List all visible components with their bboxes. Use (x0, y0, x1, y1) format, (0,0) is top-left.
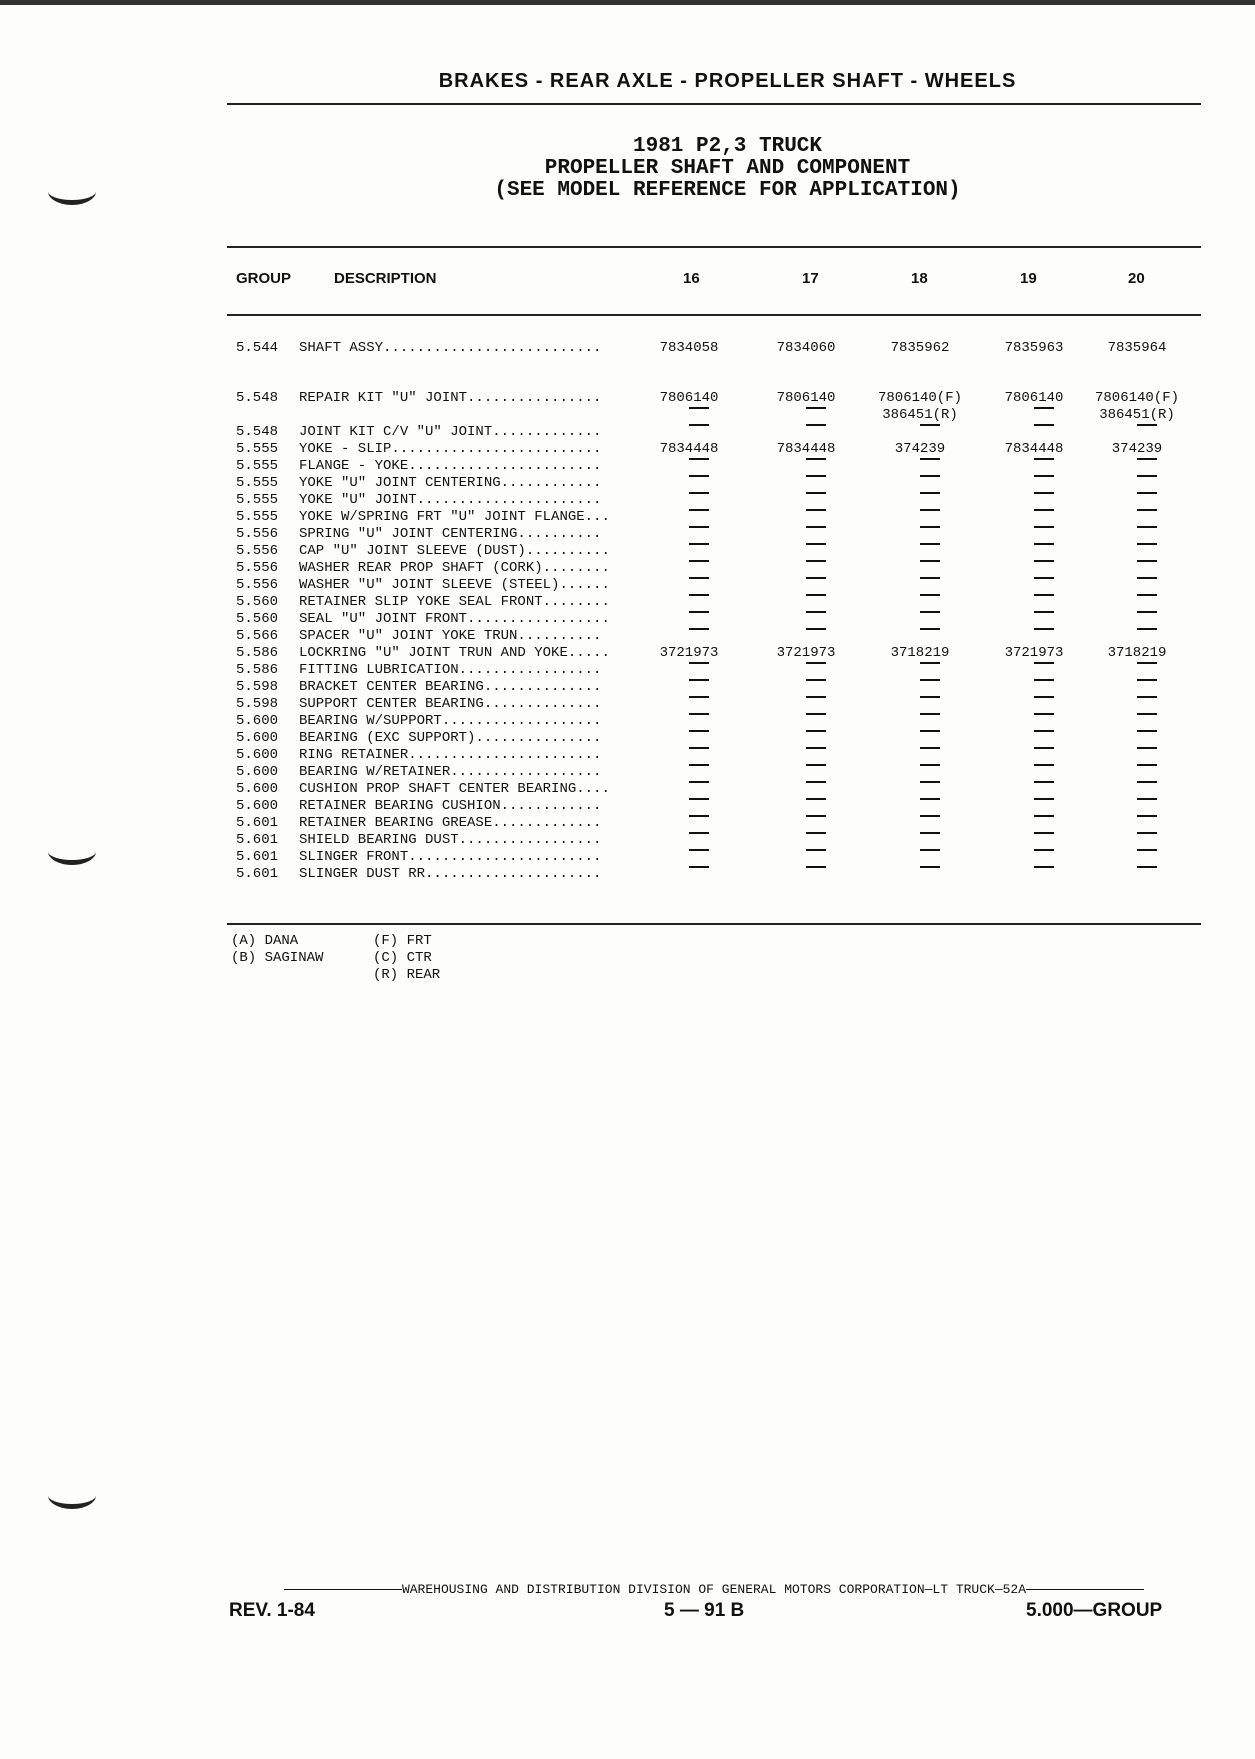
dash-mark (689, 526, 709, 528)
dash-mark (1034, 492, 1054, 494)
dash-mark (920, 560, 940, 562)
dash-mark (920, 730, 940, 732)
dash-mark (1137, 577, 1157, 579)
dash-mark (1034, 849, 1054, 851)
dash-mark (689, 730, 709, 732)
dash-mark (920, 679, 940, 681)
footnote-dana: (A) DANA (231, 933, 299, 949)
dash-mark (1137, 509, 1157, 511)
group-code: 5.555 (236, 475, 279, 491)
dash-mark (806, 628, 826, 630)
part-number: 3718219 (1107, 645, 1167, 661)
dash-mark (689, 866, 709, 868)
dash-mark (806, 798, 826, 800)
dash-mark (1137, 713, 1157, 715)
dash-mark (689, 662, 709, 664)
dash-mark (1137, 526, 1157, 528)
dash-mark (920, 696, 940, 698)
table-row (0, 730, 1255, 747)
dash-mark (920, 492, 940, 494)
dash-mark (806, 509, 826, 511)
table-top-rule (227, 246, 1201, 248)
dash-mark (689, 492, 709, 494)
title-line-3: (SEE MODEL REFERENCE FOR APPLICATION) (494, 179, 961, 202)
dash-mark (1034, 594, 1054, 596)
group-code: 5.601 (236, 849, 279, 865)
group-code: 5.600 (236, 713, 279, 729)
group-code: 5.560 (236, 611, 279, 627)
dash-mark (1034, 509, 1054, 511)
dash-mark (1137, 747, 1157, 749)
table-row (0, 509, 1255, 526)
column-header-19: 19 (1020, 270, 1037, 287)
part-number: 7835963 (1004, 340, 1064, 356)
dash-mark (920, 713, 940, 715)
part-description: REPAIR KIT "U" JOINT................ (299, 390, 602, 406)
dash-mark (1034, 458, 1054, 460)
dash-mark (689, 713, 709, 715)
dash-mark (806, 475, 826, 477)
dash-mark (1137, 560, 1157, 562)
group-code: 5.556 (236, 560, 279, 576)
dash-mark (689, 798, 709, 800)
dash-mark (806, 594, 826, 596)
dash-mark (920, 764, 940, 766)
table-row (0, 713, 1255, 730)
dash-mark (1034, 628, 1054, 630)
part-number: 7806140 (776, 390, 836, 406)
part-description: SUPPORT CENTER BEARING.............. (299, 696, 602, 712)
group-code: 5.555 (236, 509, 279, 525)
dash-mark (920, 475, 940, 477)
column-header-18: 18 (911, 270, 928, 287)
dash-mark (1137, 594, 1157, 596)
table-row (0, 798, 1255, 815)
dash-mark (689, 458, 709, 460)
part-number: 7834058 (659, 340, 719, 356)
page-header: BRAKES - REAR AXLE - PROPELLER SHAFT - WHEELS (438, 70, 1017, 92)
footnote-right (373, 933, 440, 984)
dash-mark (806, 662, 826, 664)
dash-mark (1137, 611, 1157, 613)
part-description: FLANGE - YOKE....................... (299, 458, 602, 474)
header-rule (227, 103, 1201, 105)
part-number: 7806140(F) (1094, 390, 1179, 406)
group-code: 5.548 (236, 390, 279, 406)
punch-hole-mark (48, 178, 96, 205)
table-row (0, 424, 1255, 441)
part-description: CUSHION PROP SHAFT CENTER BEARING.... (299, 781, 610, 797)
table-row (0, 577, 1255, 594)
table-header-rule (227, 314, 1201, 316)
column-header-description: DESCRIPTION (334, 270, 437, 287)
dash-mark (806, 832, 826, 834)
dash-mark (1034, 475, 1054, 477)
dash-mark (806, 696, 826, 698)
dash-mark (1137, 679, 1157, 681)
scan-top-edge (0, 0, 1255, 5)
dash-mark (1034, 696, 1054, 698)
dash-mark (806, 577, 826, 579)
table-row (0, 628, 1255, 645)
dash-mark (1137, 475, 1157, 477)
table-row (0, 679, 1255, 696)
dash-mark (920, 424, 940, 426)
table-row (0, 492, 1255, 509)
dash-mark (1034, 713, 1054, 715)
dash-mark (1137, 662, 1157, 664)
dash-mark (689, 747, 709, 749)
dash-mark (1034, 832, 1054, 834)
revision-label: REV. 1-84 (229, 1600, 315, 1621)
part-number: 7806140 (1004, 390, 1064, 406)
table-row (0, 866, 1255, 883)
part-number: 7806140 (659, 390, 719, 406)
group-code: 5.598 (236, 696, 279, 712)
dash-mark (689, 628, 709, 630)
title-line-1: 1981 P2,3 TRUCK (632, 135, 823, 158)
dash-mark (920, 458, 940, 460)
dash-mark (1137, 458, 1157, 460)
part-description: SHAFT ASSY.......................... (299, 340, 602, 356)
part-number: 7834448 (776, 441, 836, 457)
group-code: 5.556 (236, 526, 279, 542)
dash-mark (689, 424, 709, 426)
dash-mark (1034, 526, 1054, 528)
dash-mark (1034, 424, 1054, 426)
dash-mark (1137, 781, 1157, 783)
dash-mark (1137, 492, 1157, 494)
part-description: BEARING W/RETAINER.................. (299, 764, 602, 780)
table-row (0, 645, 1255, 662)
dash-mark (920, 747, 940, 749)
dash-mark (806, 849, 826, 851)
group-code: 5.548 (236, 424, 279, 440)
footnote-rear: (R) REAR (373, 967, 441, 983)
part-description: RETAINER BEARING CUSHION............ (299, 798, 602, 814)
column-header-20: 20 (1128, 270, 1145, 287)
dash-mark (920, 543, 940, 545)
part-description: RETAINER BEARING GREASE............. (299, 815, 602, 831)
part-number: 7806140(F) (877, 390, 962, 406)
part-description: SLINGER DUST RR..................... (299, 866, 602, 882)
table-row (0, 747, 1255, 764)
table-row (0, 815, 1255, 832)
dash-mark (1137, 798, 1157, 800)
dash-mark (1137, 424, 1157, 426)
part-number: 386451(R) (882, 407, 958, 423)
dash-mark (1137, 628, 1157, 630)
group-label: 5.000—GROUP (1026, 1600, 1163, 1621)
group-code: 5.556 (236, 543, 279, 559)
part-number: 386451(R) (1099, 407, 1175, 423)
part-number: 374239 (1111, 441, 1163, 457)
group-code: 5.566 (236, 628, 279, 644)
dash-mark (1034, 798, 1054, 800)
dash-mark (1137, 832, 1157, 834)
group-code: 5.601 (236, 866, 279, 882)
part-description: WASHER "U" JOINT SLEEVE (STEEL)...... (299, 577, 610, 593)
footnote-saginaw: (B) SAGINAW (231, 950, 324, 966)
part-number: 3721973 (776, 645, 836, 661)
part-description: YOKE "U" JOINT CENTERING............ (299, 475, 602, 491)
part-number: 3718219 (890, 645, 950, 661)
dash-mark (1034, 747, 1054, 749)
part-description: WASHER REAR PROP SHAFT (CORK)........ (299, 560, 610, 576)
dash-mark (806, 407, 826, 409)
dash-mark (689, 815, 709, 817)
group-code: 5.544 (236, 340, 279, 356)
page-number: 5 — 91 B (664, 1600, 745, 1621)
column-header-group: GROUP (236, 270, 292, 287)
part-description: CAP "U" JOINT SLEEVE (DUST).......... (299, 543, 610, 559)
table-row (0, 611, 1255, 628)
table-row (0, 543, 1255, 560)
part-description: YOKE "U" JOINT...................... (299, 492, 602, 508)
dash-mark (1034, 815, 1054, 817)
part-description: RETAINER SLIP YOKE SEAL FRONT........ (299, 594, 610, 610)
group-code: 5.600 (236, 747, 279, 763)
table-row (0, 441, 1255, 458)
part-description: SHIELD BEARING DUST................. (299, 832, 602, 848)
dash-mark (689, 509, 709, 511)
dash-mark (806, 815, 826, 817)
group-code: 5.586 (236, 662, 279, 678)
dash-mark (920, 662, 940, 664)
dash-mark (1137, 543, 1157, 545)
dash-mark (1137, 866, 1157, 868)
dash-mark (920, 849, 940, 851)
group-code: 5.555 (236, 441, 279, 457)
dash-mark (1034, 560, 1054, 562)
group-code: 5.555 (236, 458, 279, 474)
dash-mark (689, 679, 709, 681)
table-row (0, 340, 1255, 357)
dash-mark (1137, 849, 1157, 851)
group-code: 5.556 (236, 577, 279, 593)
dash-mark (920, 526, 940, 528)
dash-mark (920, 781, 940, 783)
dash-mark (689, 407, 709, 409)
dash-mark (920, 866, 940, 868)
division-line (227, 1582, 1201, 1597)
dash-mark (689, 832, 709, 834)
table-row (0, 832, 1255, 849)
part-number: 374239 (894, 441, 946, 457)
division-line-rule (284, 1589, 402, 1590)
dash-mark (920, 832, 940, 834)
group-code: 5.600 (236, 730, 279, 746)
dash-mark (1034, 866, 1054, 868)
dash-mark (1034, 764, 1054, 766)
group-code: 5.560 (236, 594, 279, 610)
table-bottom-rule (227, 923, 1201, 925)
part-description: BEARING W/SUPPORT................... (299, 713, 602, 729)
dash-mark (806, 747, 826, 749)
part-description: SPACER "U" JOINT YOKE TRUN.......... (299, 628, 602, 644)
division-line-rule (1026, 1589, 1144, 1590)
group-code: 5.600 (236, 764, 279, 780)
part-description: SPRING "U" JOINT CENTERING.......... (299, 526, 602, 542)
dash-mark (920, 815, 940, 817)
group-code: 5.601 (236, 815, 279, 831)
part-description: YOKE - SLIP......................... (299, 441, 602, 457)
dash-mark (806, 866, 826, 868)
dash-mark (806, 424, 826, 426)
group-code: 5.600 (236, 781, 279, 797)
dash-mark (1137, 764, 1157, 766)
dash-mark (1034, 611, 1054, 613)
part-description: FITTING LUBRICATION................. (299, 662, 602, 678)
dash-mark (689, 475, 709, 477)
table-row (0, 407, 1255, 424)
footnote-left (231, 933, 323, 967)
dash-mark (806, 526, 826, 528)
dash-mark (920, 594, 940, 596)
dash-mark (806, 713, 826, 715)
dash-mark (920, 628, 940, 630)
dash-mark (1137, 696, 1157, 698)
dash-mark (1137, 815, 1157, 817)
dash-mark (1034, 781, 1054, 783)
dash-mark (1034, 577, 1054, 579)
part-description: BRACKET CENTER BEARING.............. (299, 679, 602, 695)
dash-mark (1034, 730, 1054, 732)
part-description: LOCKRING "U" JOINT TRUN AND YOKE..... (299, 645, 610, 661)
dash-mark (920, 577, 940, 579)
part-number: 3721973 (1004, 645, 1064, 661)
table-row (0, 390, 1255, 407)
dash-mark (920, 798, 940, 800)
dash-mark (689, 594, 709, 596)
table-row (0, 662, 1255, 679)
dash-mark (689, 781, 709, 783)
table-row (0, 849, 1255, 866)
dash-mark (689, 849, 709, 851)
table-row (0, 764, 1255, 781)
part-number: 7834448 (659, 441, 719, 457)
table-row (0, 594, 1255, 611)
part-number: 7834448 (1004, 441, 1064, 457)
table-row (0, 475, 1255, 492)
table-row (0, 781, 1255, 798)
dash-mark (806, 611, 826, 613)
part-number: 7835962 (890, 340, 950, 356)
dash-mark (689, 577, 709, 579)
footnote-frt: (F) FRT (373, 933, 432, 949)
group-code: 5.598 (236, 679, 279, 695)
division-line-text: WAREHOUSING AND DISTRIBUTION DIVISION OF GENERAL MOTORS CORPORATION—LT TRUCK—52A (401, 1582, 1027, 1597)
dash-mark (806, 730, 826, 732)
footnote-ctr: (C) CTR (373, 950, 432, 966)
part-description: YOKE W/SPRING FRT "U" JOINT FLANGE... (299, 509, 610, 525)
dash-mark (689, 696, 709, 698)
dash-mark (1034, 543, 1054, 545)
dash-mark (806, 679, 826, 681)
dash-mark (1034, 662, 1054, 664)
dash-mark (806, 781, 826, 783)
punch-hole-mark (48, 1482, 96, 1509)
table-row (0, 560, 1255, 577)
dash-mark (920, 611, 940, 613)
dash-mark (920, 509, 940, 511)
group-code: 5.586 (236, 645, 279, 661)
dash-mark (806, 560, 826, 562)
dash-mark (1034, 407, 1054, 409)
title-line-2: PROPELLER SHAFT AND COMPONENT (544, 157, 911, 180)
table-row (0, 526, 1255, 543)
column-header-17: 17 (802, 270, 819, 287)
part-number: 7834060 (776, 340, 836, 356)
dash-mark (806, 764, 826, 766)
column-header-16: 16 (683, 270, 700, 287)
dash-mark (689, 764, 709, 766)
group-code: 5.555 (236, 492, 279, 508)
part-description: JOINT KIT C/V "U" JOINT............. (299, 424, 602, 440)
dash-mark (806, 543, 826, 545)
group-code: 5.600 (236, 798, 279, 814)
part-description: BEARING (EXC SUPPORT)............... (299, 730, 602, 746)
part-description: SLINGER FRONT....................... (299, 849, 602, 865)
part-number: 3721973 (659, 645, 719, 661)
part-number: 7835964 (1107, 340, 1167, 356)
dash-mark (1137, 730, 1157, 732)
part-description: RING RETAINER....................... (299, 747, 602, 763)
dash-mark (806, 492, 826, 494)
group-code: 5.601 (236, 832, 279, 848)
dash-mark (1034, 679, 1054, 681)
dash-mark (689, 560, 709, 562)
dash-mark (806, 458, 826, 460)
table-row (0, 458, 1255, 475)
dash-mark (689, 543, 709, 545)
dash-mark (689, 611, 709, 613)
part-description: SEAL "U" JOINT FRONT................. (299, 611, 610, 627)
table-row (0, 696, 1255, 713)
